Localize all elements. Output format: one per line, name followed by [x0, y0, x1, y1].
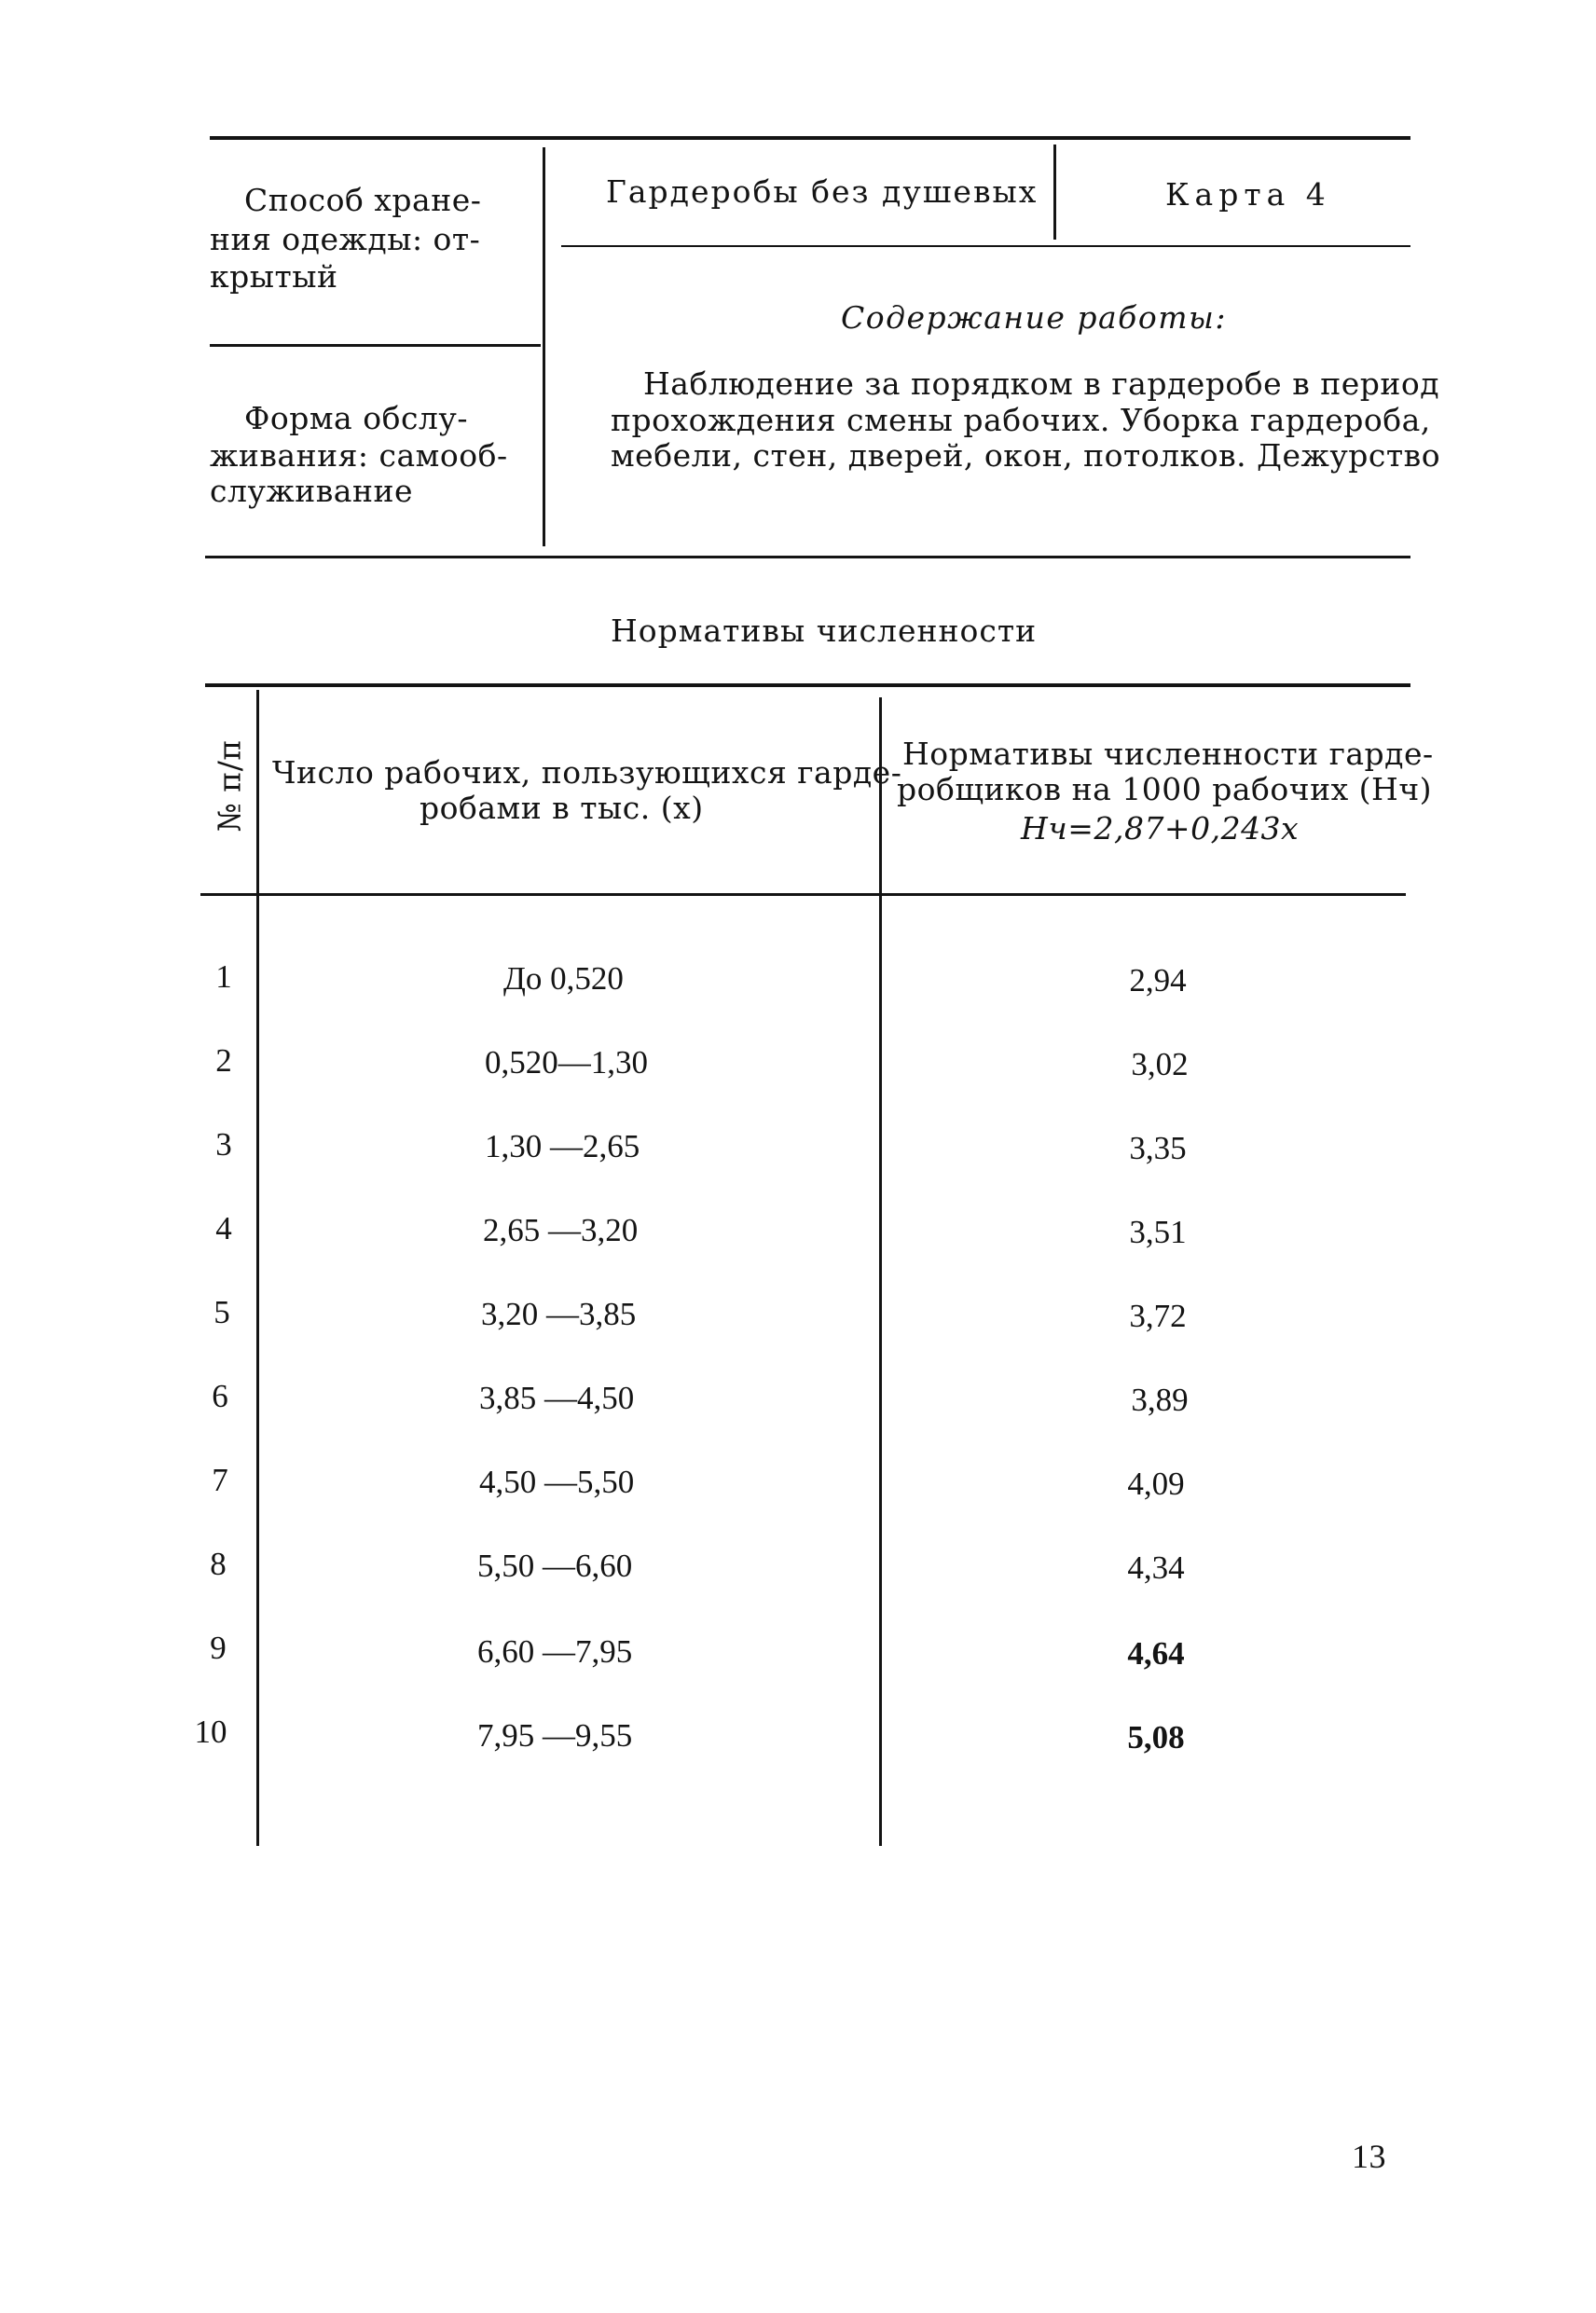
norms-formula: Нч=2,87+0,243x [1021, 810, 1300, 847]
page-number: 13 [1352, 2138, 1386, 2175]
row-range: 2,65 —3,20 [483, 1212, 639, 1248]
row-number: 10 [194, 1714, 227, 1750]
table-title: Нормативы численности [611, 613, 1038, 649]
row-range: 3,20 —3,85 [481, 1296, 637, 1332]
table-divider-1 [256, 690, 259, 1846]
row-number: 6 [212, 1378, 228, 1414]
norms-header-line-1: Нормативы численности гарде- [902, 736, 1434, 772]
row-range: 6,60 —7,95 [477, 1633, 633, 1670]
row-range: 4,50 —5,50 [479, 1464, 635, 1500]
row-value: 3,89 [1131, 1382, 1189, 1418]
row-range: 3,85 —4,50 [479, 1380, 635, 1416]
row-range: До 0,520 [503, 960, 624, 997]
card-number: Карта 4 [1165, 176, 1331, 213]
storage-line-3: крытый [210, 258, 338, 295]
workers-header-line-1: Число рабочих, пользующихся гарде- [272, 754, 902, 791]
content-line-1: Наблюдение за порядком в гардеробе в период [643, 365, 1440, 402]
row-value: 3,02 [1131, 1046, 1189, 1082]
row-number: 4 [215, 1210, 232, 1246]
row-value: 3,35 [1129, 1130, 1187, 1166]
row-number: 3 [215, 1126, 232, 1163]
header-left-mid-rule [210, 344, 541, 347]
row-value: 5,08 [1127, 1719, 1185, 1755]
column-header-number: № п/п [211, 739, 248, 833]
header-card-divider [1053, 145, 1056, 240]
row-value: 4,64 [1127, 1635, 1185, 1672]
storage-line-1: Способ хране- [244, 182, 482, 218]
row-range: 0,520—1,30 [485, 1044, 648, 1081]
row-value: 4,34 [1127, 1549, 1185, 1586]
row-number: 2 [215, 1042, 232, 1079]
service-line-3: служивание [210, 473, 413, 509]
row-value: 2,94 [1129, 962, 1187, 998]
storage-line-2: ния одежды: от- [210, 221, 481, 257]
service-line-2: живания: самооб- [210, 437, 508, 474]
page-title: Гардеробы без душевых [606, 173, 1039, 210]
row-value: 3,72 [1129, 1298, 1187, 1334]
row-number: 7 [212, 1462, 228, 1498]
row-number: 8 [210, 1546, 227, 1582]
table-divider-2 [879, 697, 882, 1846]
workers-header-line-2: робами в тыс. (x) [420, 790, 704, 826]
header-top-rule [210, 136, 1410, 140]
content-heading: Содержание работы: [841, 299, 1227, 336]
table-header-rule [200, 893, 1406, 896]
row-range: 1,30 —2,65 [485, 1128, 640, 1164]
row-range: 5,50 —6,60 [477, 1548, 633, 1584]
header-title-rule [561, 245, 1410, 247]
header-bottom-rule [205, 556, 1410, 558]
norms-header-line-2: робщиков на 1000 рабочих (Нч) [897, 771, 1433, 807]
row-value: 3,51 [1129, 1214, 1187, 1250]
row-number: 9 [210, 1630, 227, 1666]
content-line-3: мебели, стен, дверей, окон, потолков. Дежурство [611, 437, 1441, 474]
row-range: 7,95 —9,55 [477, 1717, 633, 1754]
row-number: 1 [215, 958, 232, 995]
header-left-divider [543, 147, 545, 546]
row-number: 5 [213, 1294, 230, 1330]
table-top-rule [205, 683, 1410, 687]
service-line-1: Форма обслу- [244, 400, 468, 436]
content-line-2: прохождения смены рабочих. Уборка гардероба, [611, 402, 1431, 438]
row-value: 4,09 [1127, 1466, 1185, 1502]
